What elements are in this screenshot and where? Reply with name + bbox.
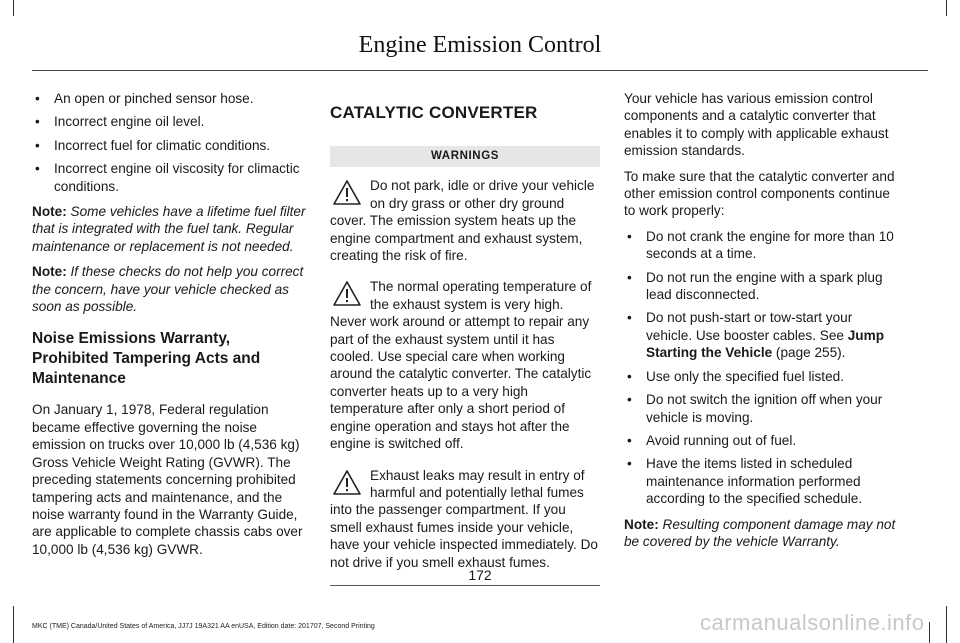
care-intro-paragraph: To make sure that the catalytic converter and other emission control components continue to work properly: xyxy=(624,168,895,219)
crop-mark-top-right xyxy=(946,0,947,16)
note-checks xyxy=(32,263,308,315)
warning-block xyxy=(330,278,600,452)
header-divider xyxy=(32,70,928,71)
warning-block xyxy=(330,467,600,571)
list-item: • Do not run the engine with a spark plug lead disconnected. xyxy=(624,269,898,304)
crop-mark-bottom-right xyxy=(946,606,947,643)
section-heading: CATALYTIC CONVERTER xyxy=(330,103,538,122)
warning-text: Do not park, idle or drive your vehicle on dry grass or other dry ground cover. The emission system heats up the engine compartment and exhaust system, creating the risk of fire. xyxy=(330,178,595,264)
note-label: Note: xyxy=(32,264,67,280)
list-item: • Incorrect fuel for climatic conditions. xyxy=(32,137,308,154)
page-title: Engine Emission Control xyxy=(358,32,602,58)
symptom-list xyxy=(32,90,308,195)
column-left xyxy=(32,90,308,566)
edition-info: MKC (TME) Canada/United States of America, JJ7J 19A321 AA enUSA, Edition date: 201707, Second Printing xyxy=(32,623,375,630)
note-text: If these checks do not help you correct the concern, have your vehicle checked as soon as possible. xyxy=(32,264,304,315)
list-item: • Do not switch the ignition off when your vehicle is moving. xyxy=(624,391,898,426)
list-item: • Avoid running out of fuel. xyxy=(624,432,898,449)
column-right xyxy=(624,90,898,558)
list-item xyxy=(624,309,898,361)
list-item: • Have the items listed in scheduled maintenance information performed according to the specified schedule. xyxy=(624,455,898,507)
column-middle xyxy=(330,90,600,586)
warning-triangle-icon xyxy=(332,280,362,307)
note-label: Note: xyxy=(32,204,67,220)
note-label: Note: xyxy=(624,516,659,532)
page-reference: (page 255). xyxy=(772,345,846,361)
warning-triangle-icon xyxy=(332,179,362,206)
note-text: Some vehicles have a lifetime fuel filter that is integrated with the fuel tank. Regular maintenance or replacement is not needed. xyxy=(32,204,306,254)
warning-text: The normal operating temperature of the exhaust system is very high. Never work around or attempt to repair any part of the exhaust system until it has cooled. Use special care when working around the catalytic converter. The catalytic converter heats up to a very high temperature after only a short period of engine operation and stays hot after the engine is switched off. xyxy=(330,279,592,452)
list-item: • Use only the specified fuel listed. xyxy=(624,368,898,385)
crop-mark-top-left xyxy=(13,0,14,16)
list-item: • Incorrect engine oil level. xyxy=(32,113,308,130)
warning-text: Exhaust leaks may result in entry of harmful and potentially lethal fumes into the passenger compartment. If you smell exhaust fumes inside your vehicle, have your vehicle inspected immediately. Do not drive if you smell exhaust fumes. xyxy=(330,467,598,570)
cross-reference-link[interactable]: Jump Starting the Vehicle xyxy=(646,327,885,361)
watermark: carmanualsonline.info xyxy=(700,610,925,635)
warnings-end-divider xyxy=(330,585,600,586)
emission-paragraph: Your vehicle has various emission control components and a catalytic converter that enables it to comply with applicable exhaust emission standards. xyxy=(624,91,889,159)
list-item: • Incorrect engine oil viscosity for climactic conditions. xyxy=(32,160,308,195)
warning-block xyxy=(330,177,600,264)
list-item: • An open or pinched sensor hose. xyxy=(32,90,308,107)
note-warranty xyxy=(624,516,898,551)
note-fuel-filter xyxy=(32,203,308,255)
list-item: • Do not crank the engine for more than 10 seconds at a time. xyxy=(624,228,898,263)
section-subheading: Noise Emissions Warranty, Prohibited Tampering Acts and Maintenance xyxy=(32,330,261,388)
crop-mark-bottom-left xyxy=(13,606,14,643)
warnings-banner: WARNINGS xyxy=(330,146,600,167)
page-number: 172 xyxy=(468,567,492,583)
warning-triangle-icon xyxy=(332,469,362,496)
list-item-text: Do not push-start or tow-start your vehicle. Use booster cables. See xyxy=(646,310,853,343)
crop-mark-bottom-inner xyxy=(929,622,930,643)
care-list xyxy=(624,228,898,508)
note-text: Resulting component damage may not be covered by the vehicle Warranty. xyxy=(624,516,896,549)
noise-warranty-paragraph: On January 1, 1978, Federal regulation became effective governing the noise emission on trucks over 10,000 lb (4,536 kg) Gross Vehicle Weight Rating (GVWR). The preceding statements concerning prohibited tampering acts and maintenance, and the noise warranty found in the Warranty Guide, are applicable to complete chassis cabs over 10,000 lb (4,536 kg) GVWR. xyxy=(32,402,303,557)
